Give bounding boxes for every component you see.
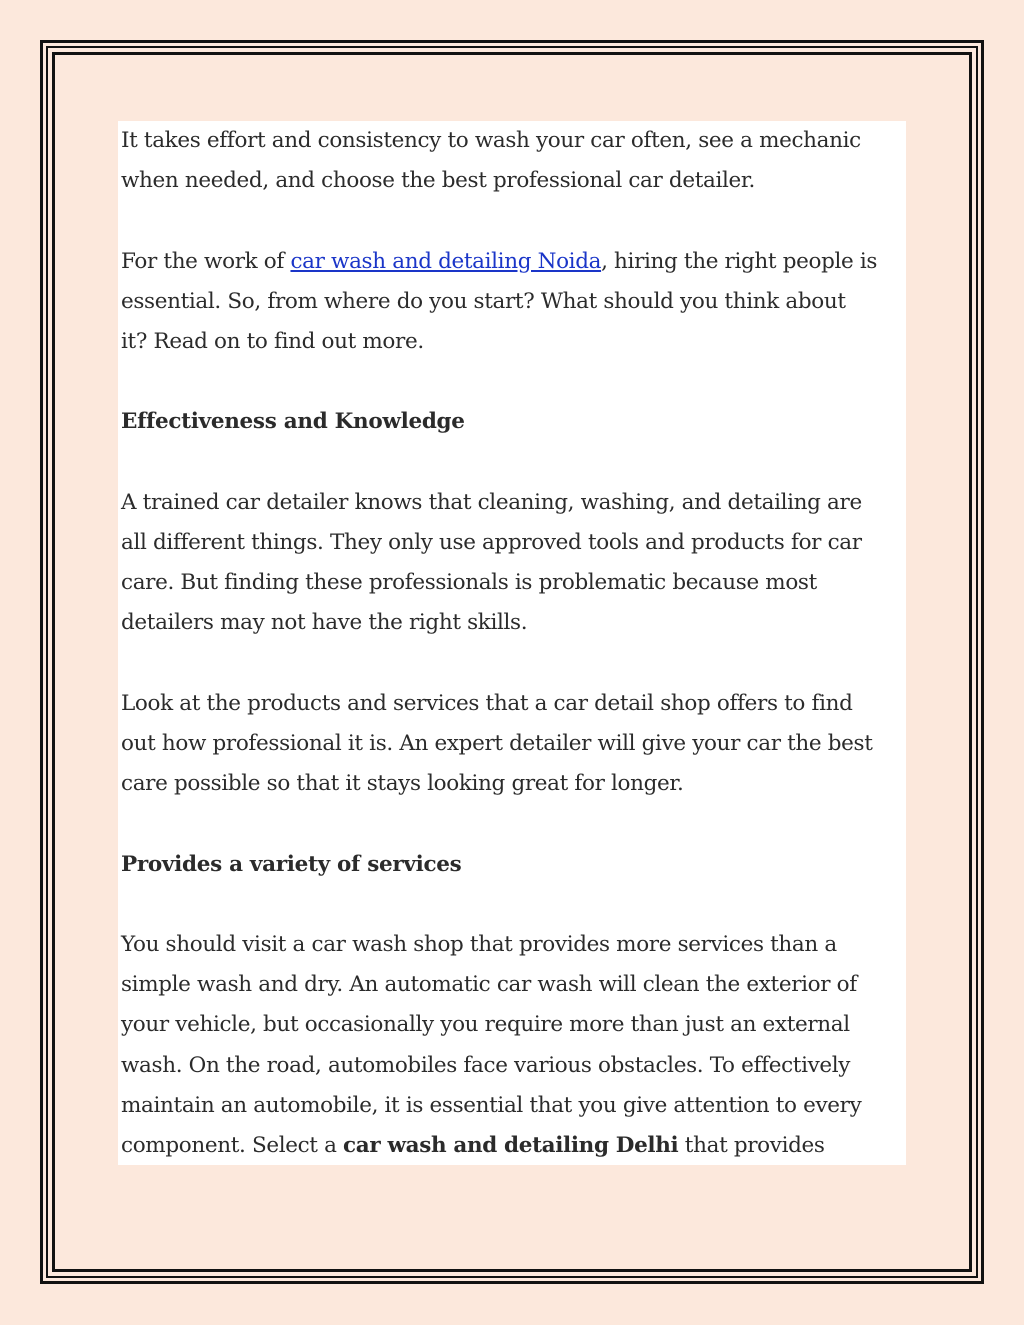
paragraph-spacer bbox=[121, 804, 906, 844]
intro-line-1: It takes effort and consistency to wash your car often, see a mechanic bbox=[121, 128, 861, 153]
paragraph-4-line-2: out how professional it is. An expert detailer will give your car the best bbox=[121, 730, 873, 756]
paragraph-5-line-2: simple wash and dry. An automatic car wash will clean the exterior of bbox=[121, 972, 857, 998]
paragraph-spacer bbox=[121, 443, 906, 483]
paragraph-2-text-after-link: , hiring the right people is bbox=[601, 248, 878, 274]
paragraph-spacer bbox=[121, 885, 906, 925]
paragraph-5-line-4: wash. On the road, automobiles face various obstacles. To effectively bbox=[121, 1052, 851, 1078]
paragraph-5-line-6 bbox=[121, 1126, 906, 1165]
paragraph-5-text-before-bold: component. Select a bbox=[121, 1132, 344, 1158]
heading-effectiveness-knowledge: Effectiveness and Knowledge bbox=[121, 409, 465, 435]
paragraph-2-line-1 bbox=[121, 242, 906, 282]
paragraph-5-text-after-bold: that provides bbox=[678, 1132, 825, 1158]
paragraph-2-line-2: essential. So, from where do you start? What should you think about bbox=[121, 288, 846, 314]
paragraph-2-line-3: it? Read on to find out more. bbox=[121, 329, 424, 354]
car-wash-noida-link[interactable]: car wash and detailing Noida bbox=[290, 248, 602, 274]
paragraph-5-line-5: maintain an automobile, it is essential that you give attention to every bbox=[121, 1092, 862, 1118]
paragraph-spacer bbox=[121, 362, 906, 402]
paragraph-4-line-1: Look at the products and services that a car detail shop offers to find bbox=[121, 690, 853, 716]
paragraph-5-line-1: You should visit a car wash shop that provides more services than a bbox=[121, 931, 837, 957]
paragraph-3-line-2: all different things. They only use approved tools and products for car bbox=[121, 529, 862, 555]
heading-variety-of-services: Provides a variety of services bbox=[121, 851, 462, 877]
document-body bbox=[118, 121, 906, 1165]
intro-line-2: when needed, and choose the best professional car detailer. bbox=[121, 168, 755, 194]
paragraph-3-line-1: A trained car detailer knows that cleaning, washing, and detailing are bbox=[121, 489, 862, 515]
paragraph-3-line-4: detailers may not have the right skills. bbox=[121, 610, 528, 636]
paragraph-spacer bbox=[121, 201, 906, 241]
paragraph-4-line-3: care possible so that it stays looking great for longer. bbox=[121, 771, 684, 797]
car-wash-delhi-keyword: car wash and detailing Delhi bbox=[343, 1132, 679, 1158]
paragraph-3-line-3: care. But finding these professionals is problematic because most bbox=[121, 570, 817, 596]
paragraph-5-line-3: your vehicle, but occasionally you require more than just an external bbox=[121, 1012, 850, 1038]
paragraph-spacer bbox=[121, 644, 906, 684]
paragraph-2-text-before-link: For the work of bbox=[121, 248, 291, 274]
